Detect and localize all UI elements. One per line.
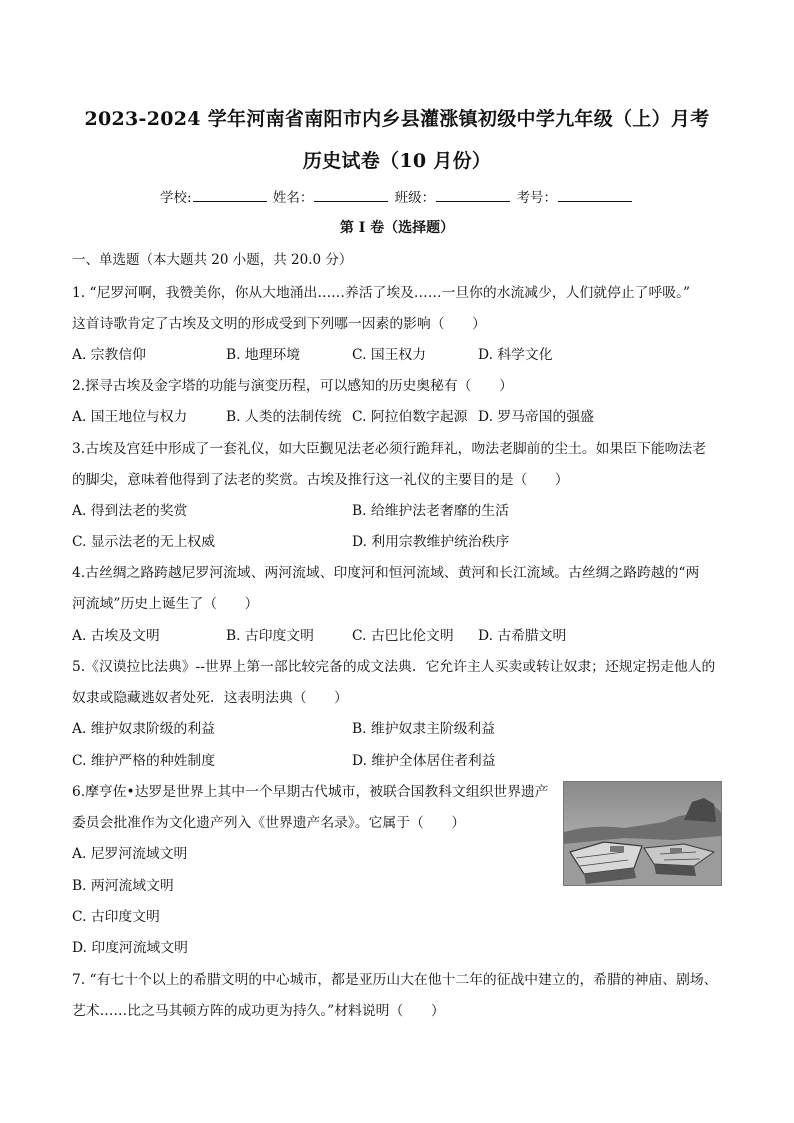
part-title: 第 I 卷（选择题） xyxy=(339,220,455,236)
exam-number-blank[interactable] xyxy=(558,189,632,202)
exam-title-line1: 2023-2024 学年河南省南阳市内乡县灌涨镇初级中学九年级（上）月考 xyxy=(84,108,710,130)
q7-line-1: 7. “有七十个以上的希腊文明的中心城市，都是亚历山大在他十二年的征战中建立的，希腊的神庙、剧场、 xyxy=(72,972,718,988)
q5-option-b: B. 维护奴隶主阶级利益 xyxy=(352,721,496,737)
exam-title-line2: 历史试卷（10 月份） xyxy=(302,150,492,172)
class-blank[interactable] xyxy=(436,189,510,202)
q4-option-b: B. 古印度文明 xyxy=(226,628,314,644)
exam-number-label: 考号： xyxy=(516,190,557,206)
q5-line-2: 奴隶或隐藏逃奴者处死．这表明法典（ ） xyxy=(72,690,348,706)
q3-option-c: C. 显示法老的无上权威 xyxy=(72,534,216,550)
q3-option-a: A. 得到法老的奖赏 xyxy=(72,503,188,519)
q6-option-c: C. 古印度文明 xyxy=(72,909,160,925)
q3-line-1: 3.古埃及宫廷中形成了一套礼仪，如大臣觐见法老必须行跪拜礼，吻法老脚前的尘土。如果臣下能吻法老 xyxy=(72,441,707,457)
class-label: 班级： xyxy=(394,190,436,206)
section-title: 一、单选题（本大题共 20 小题，共 20.0 分） xyxy=(72,252,353,268)
q2-option-c: C. 阿拉伯数字起源 xyxy=(352,409,468,425)
q5-option-d: D. 维护全体居住者利益 xyxy=(352,753,496,769)
q2-option-d: D. 罗马帝国的强盛 xyxy=(478,409,594,425)
q1-option-c: C. 国王权力 xyxy=(352,347,427,363)
q4-option-d: D. 古希腊文明 xyxy=(478,628,567,644)
q4-option-a: A. 古埃及文明 xyxy=(72,628,160,644)
q4-line-1: 4.古丝绸之路跨越尼罗河流域、两河流域、印度河和恒河流域、黄河和长江流域。古丝绸之路跨越的“两 xyxy=(72,565,700,581)
school-label: 学校: xyxy=(160,190,192,206)
q7-line-2: 艺术……比之马其顿方阵的成功更为持久。”材料说明（ ） xyxy=(72,1003,445,1019)
q6-option-d: D. 印度河流域文明 xyxy=(72,940,188,956)
q2-option-b: B. 人类的法制传统 xyxy=(226,409,342,425)
q6-line-1: 6.摩亨佐•达罗是世界上其中一个早期古代城市，被联合国教科文组织世界遗产 xyxy=(72,784,549,800)
q1-line-1: 1. “尼罗河啊，我赞美你，你从大地涌出……养活了埃及……一旦你的水流减少，人们就停止了呼吸。” xyxy=(72,285,691,301)
q1-option-d: D. 科学文化 xyxy=(478,347,553,363)
school-blank[interactable] xyxy=(193,189,267,202)
name-label: 姓名： xyxy=(272,190,314,206)
q3-option-b: B. 给维护法老奢靡的生活 xyxy=(352,503,509,519)
q6-line-2: 委员会批准作为文化遗产列入《世界遗产名录》。它属于（ ） xyxy=(72,815,466,831)
q5-option-a: A. 维护奴隶阶级的利益 xyxy=(72,721,215,737)
q5-option-c: C. 维护严格的种姓制度 xyxy=(72,753,216,769)
q4-option-c: C. 古巴比伦文明 xyxy=(352,628,454,644)
q1-option-a: A. 宗教信仰 xyxy=(72,347,146,363)
name-blank[interactable] xyxy=(314,189,388,202)
q1-line-2: 这首诗歌肯定了古埃及文明的形成受到下列哪一因素的影响（ ） xyxy=(72,316,486,332)
q3-line-2: 的脚尖，意味着他得到了法老的奖赏。古埃及推行这一礼仪的主要目的是（ ） xyxy=(72,472,569,488)
q2-line-1: 2.探寻古埃及金字塔的功能与演变历程，可以感知的历史奥秘有（ ） xyxy=(72,378,513,394)
q4-line-2: 河流域”历史上诞生了（ ） xyxy=(72,596,259,612)
mohenjo-daro-ruins-photo xyxy=(563,781,722,886)
q6-option-a: A. 尼罗河流域文明 xyxy=(72,846,188,862)
student-info-row xyxy=(0,186,794,206)
q1-option-b: B. 地理环境 xyxy=(226,347,301,363)
q2-option-a: A. 国王地位与权力 xyxy=(72,409,188,425)
q5-line-1: 5.《汉谟拉比法典》--世界上第一部比较完备的成文法典．它允许主人买卖或转让奴隶；还规定拐走他人的 xyxy=(72,659,716,675)
q3-option-d: D. 利用宗教维护统治秩序 xyxy=(352,534,510,550)
q6-option-b: B. 两河流域文明 xyxy=(72,878,174,894)
